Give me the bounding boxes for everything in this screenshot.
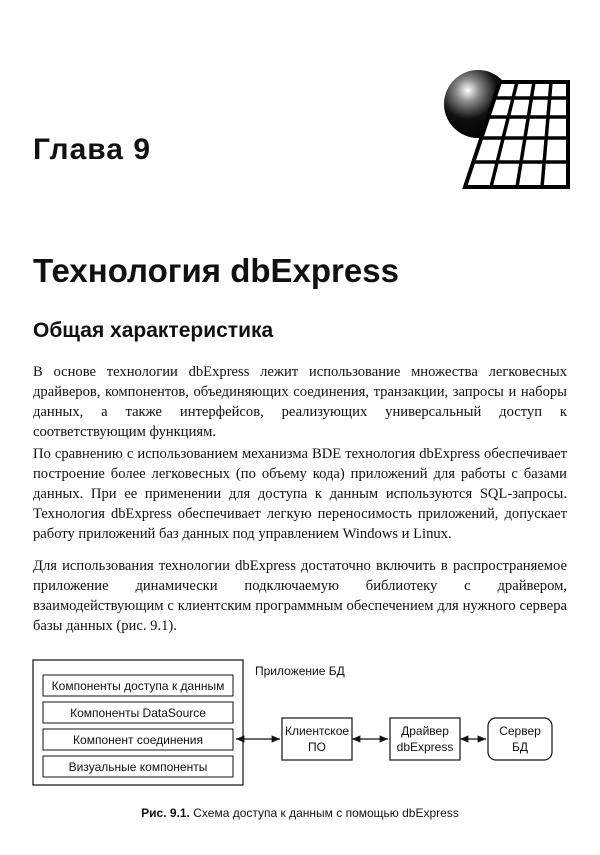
data-access-diagram <box>30 655 575 795</box>
component-label-4: Визуальные компоненты <box>68 760 208 774</box>
paragraph-2: По сравнению с использованием механизма BDE технология dbExpress обеспечивает построение более легковесных (по объему кода) приложений для работы с базами данных. При ее применении для доступа к данным используются SQL-запросы. Технология dbExpress обеспечивает легкую переносимость приложений, допускает работу приложений баз данных под управлением Windows и Linux. <box>33 446 567 542</box>
component-label-1: Компоненты доступа к данным <box>51 679 225 693</box>
chapter-title: Технология dbExpress <box>33 252 399 289</box>
app-label: Приложение БД <box>255 664 345 678</box>
driver-label-line1: Драйвер <box>401 724 449 738</box>
client-label-line2: ПО <box>308 740 326 754</box>
server-label-line1: Сервер <box>499 724 541 738</box>
figure-caption <box>0 806 600 820</box>
component-label-2: Компоненты DataSource <box>70 706 206 720</box>
chapter-logo-icon <box>440 62 570 192</box>
paragraph-1: В основе технологии dbExpress лежит использование множества легковесных драйверов, компонентов, объединяющих соединения, транзакции, запросы и наборы данных, а также интерфейсов, реализующих универсальный доступ к соответствующим функциям. <box>33 364 567 440</box>
figure-number: Рис. 9.1. <box>141 806 190 820</box>
section-heading: Общая характеристика <box>33 319 274 342</box>
driver-label-line2: dbExpress <box>396 740 454 754</box>
paragraph-3: Для использования технологии dbExpress достаточно включить в распространяемое приложение динамически подключаемую библиотеку с драйвером, взаимодействующим с клиентским программным обеспечением для нужного сервера базы данных (рис. 9.1). <box>33 558 567 634</box>
client-label-line1: Клиентское <box>284 724 350 738</box>
server-label-line2: БД <box>511 740 529 754</box>
component-label-3: Компонент соединения <box>73 733 203 747</box>
chapter-number: Глава 9 <box>33 133 152 166</box>
figure-caption-text: Схема доступа к данным с помощью dbExpress <box>193 806 459 820</box>
